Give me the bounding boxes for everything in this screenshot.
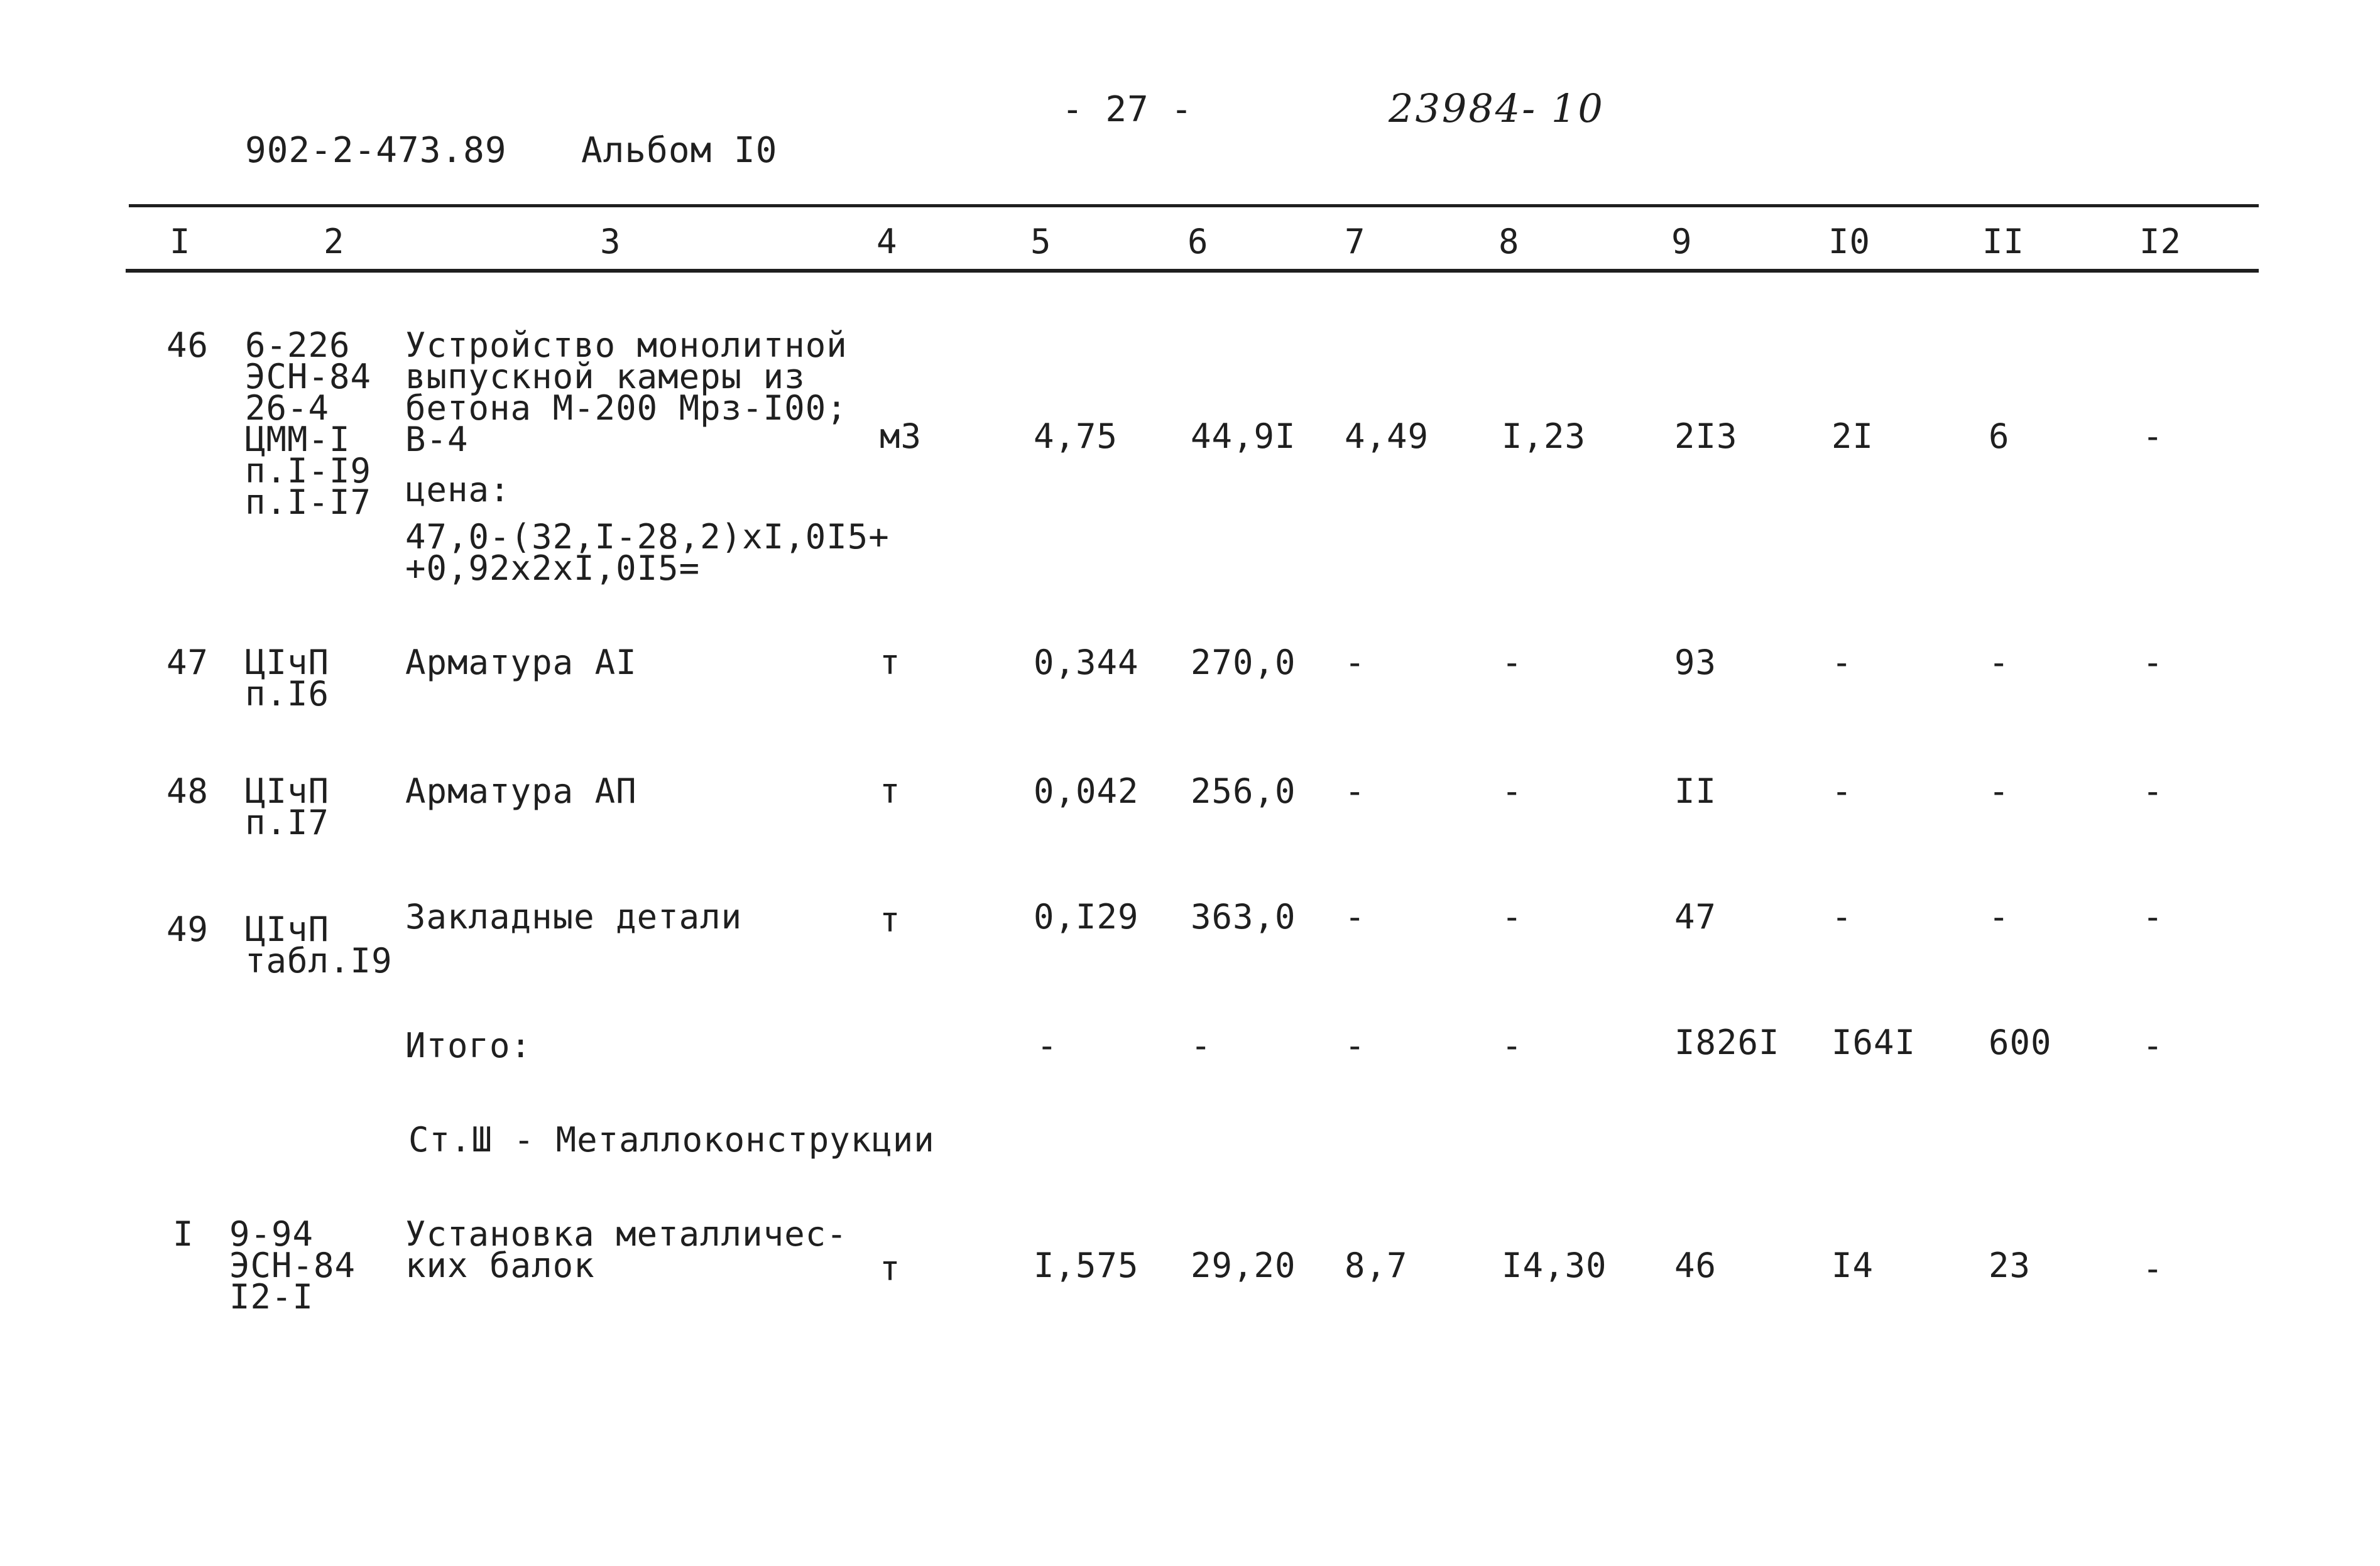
row-col8: I4,30 <box>1502 1246 1607 1285</box>
handwritten-number: 23984- 10 <box>1389 85 1605 131</box>
row-col7: - <box>1345 897 1366 937</box>
album-label: Альбом I0 <box>581 130 778 171</box>
row-col5: 0,042 <box>1034 771 1139 811</box>
total-label: Итого: <box>405 1026 532 1065</box>
header-top-rule <box>129 204 2259 207</box>
column-header-6: 6 <box>1187 222 1209 261</box>
total-col7: - <box>1345 1026 1366 1065</box>
section-title: Ст.Ш - Металлоконструкции <box>408 1120 935 1160</box>
row-col6: 44,9I <box>1191 416 1296 456</box>
header-bottom-rule <box>126 269 2259 273</box>
row-reference: 6-226 ЭСН-84 26-4 ЦММ-I п.I-I9 п.I-I7 <box>245 325 372 522</box>
column-header-7: 7 <box>1345 222 1366 261</box>
row-col9: 46 <box>1674 1246 1717 1285</box>
row-formula: 47,0-(32,I-28,2)хI,0I5+ +0,92х2хI,0I5= <box>405 517 890 588</box>
row-col12: - <box>2143 643 2164 682</box>
total-col12: - <box>2143 1026 2164 1065</box>
total-col11: 600 <box>1989 1023 2052 1062</box>
row-col10: - <box>1831 771 1853 811</box>
column-header-5: 5 <box>1030 222 1052 261</box>
row-reference: ЦIчП п.I7 <box>245 771 330 842</box>
row-col9: 93 <box>1674 643 1717 682</box>
row-name: Арматура АП <box>405 771 637 811</box>
row-number: I <box>173 1214 194 1254</box>
row-col9: II <box>1674 771 1717 811</box>
row-name: Установка металличес- ких балок <box>405 1214 848 1285</box>
row-col10: 2I <box>1831 416 1874 456</box>
row-col6: 270,0 <box>1191 643 1296 682</box>
row-col12: - <box>2143 416 2164 456</box>
row-name: Закладные детали <box>405 897 743 937</box>
total-col6: - <box>1191 1026 1212 1065</box>
row-col9: 2I3 <box>1674 416 1738 456</box>
row-col12: - <box>2143 1249 2164 1288</box>
row-col6: 29,20 <box>1191 1246 1296 1285</box>
row-col10: - <box>1831 897 1853 937</box>
row-col8: - <box>1502 643 1523 682</box>
row-number: 46 <box>166 325 209 365</box>
column-header-8: 8 <box>1498 222 1520 261</box>
row-col10: I4 <box>1831 1246 1874 1285</box>
row-price-label: цена: <box>405 470 511 509</box>
row-unit: м3 <box>880 416 922 456</box>
row-reference: ЦIчП табл.I9 <box>245 910 393 981</box>
row-unit: т <box>880 643 901 682</box>
column-header-1: I <box>170 222 191 261</box>
row-number: 49 <box>166 910 209 949</box>
row-col12: - <box>2143 897 2164 937</box>
column-header-4: 4 <box>876 222 898 261</box>
total-col8: - <box>1502 1026 1523 1065</box>
row-col7: - <box>1345 643 1366 682</box>
column-header-11: II <box>1982 222 2025 261</box>
row-col8: - <box>1502 771 1523 811</box>
row-name: Устройство монолитной выпускной камеры из бетона М-200 Мрз-I00; В-4 <box>405 325 848 459</box>
row-col11: 23 <box>1989 1246 2031 1285</box>
row-col7: 8,7 <box>1345 1246 1408 1285</box>
row-col7: 4,49 <box>1345 416 1429 456</box>
column-header-9: 9 <box>1671 222 1693 261</box>
row-number: 48 <box>166 771 209 811</box>
row-col5: 4,75 <box>1034 416 1118 456</box>
row-col11: 6 <box>1989 416 2010 456</box>
row-col12: - <box>2143 771 2164 811</box>
row-col5: 0,I29 <box>1034 897 1139 937</box>
row-col9: 47 <box>1674 897 1717 937</box>
row-col5: I,575 <box>1034 1246 1139 1285</box>
row-col6: 363,0 <box>1191 897 1296 937</box>
row-unit: т <box>880 771 901 811</box>
row-col11: - <box>1989 771 2010 811</box>
column-header-3: 3 <box>600 222 621 261</box>
row-name: Арматура АI <box>405 643 637 682</box>
row-col8: - <box>1502 897 1523 937</box>
row-col10: - <box>1831 643 1853 682</box>
row-col5: 0,344 <box>1034 643 1139 682</box>
row-reference: ЦIчП п.I6 <box>245 643 330 714</box>
row-col6: 256,0 <box>1191 771 1296 811</box>
column-header-10: I0 <box>1828 222 1871 261</box>
row-col11: - <box>1989 897 2010 937</box>
row-reference: 9-94 ЭСН-84 I2-I <box>229 1214 356 1317</box>
page-number: - 27 - <box>1062 89 1193 130</box>
row-unit: т <box>880 1249 901 1288</box>
document-code: 902-2-473.89 <box>245 130 507 171</box>
row-col7: - <box>1345 771 1366 811</box>
row-unit: т <box>880 900 901 940</box>
row-col8: I,23 <box>1502 416 1586 456</box>
column-header-2: 2 <box>324 222 345 261</box>
total-col10: I64I <box>1831 1023 1916 1062</box>
total-col9: I826I <box>1674 1023 1780 1062</box>
total-col5: - <box>1037 1026 1058 1065</box>
row-col11: - <box>1989 643 2010 682</box>
column-header-12: I2 <box>2139 222 2182 261</box>
row-number: 47 <box>166 643 209 682</box>
